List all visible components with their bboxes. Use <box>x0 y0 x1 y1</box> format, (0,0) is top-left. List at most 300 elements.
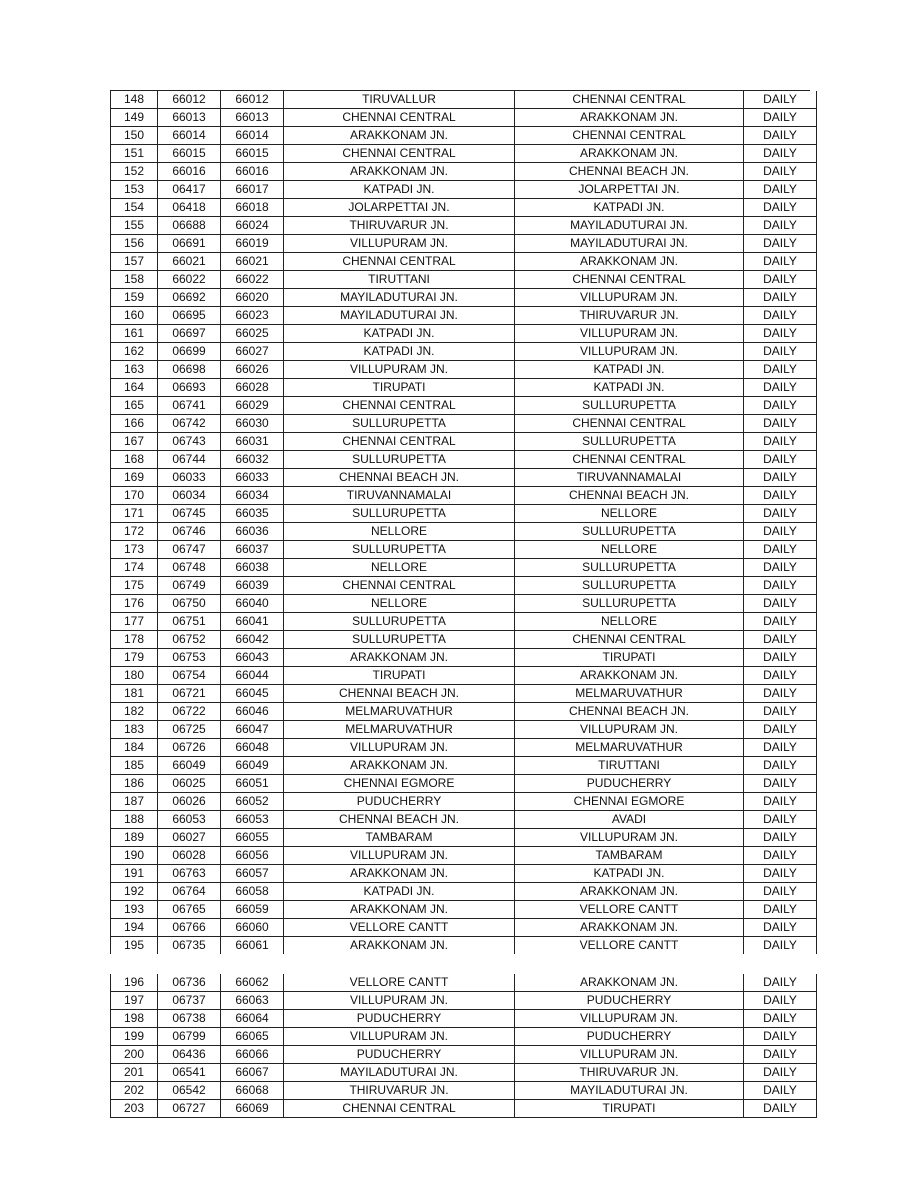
new-train-no-cell: 66017 <box>221 181 284 199</box>
from-station-cell: TIRUPATI <box>284 379 515 397</box>
from-station-cell: TIRUTTANI <box>284 271 515 289</box>
from-station-cell: CHENNAI CENTRAL <box>284 109 515 127</box>
to-station-cell: CHENNAI BEACH JN. <box>515 163 744 181</box>
frequency-cell: DAILY <box>744 145 817 163</box>
serial-no-cell: 191 <box>111 865 158 883</box>
new-train-no-cell: 66044 <box>221 667 284 685</box>
serial-no-cell: 192 <box>111 883 158 901</box>
new-train-no-cell: 66068 <box>221 1082 284 1100</box>
table-row <box>111 181 817 199</box>
table-row <box>111 397 817 415</box>
frequency-cell: DAILY <box>744 541 817 559</box>
to-station-cell: VILLUPURAM JN. <box>515 289 744 307</box>
serial-no-cell: 156 <box>111 235 158 253</box>
table-row <box>111 343 817 361</box>
new-train-no-cell: 66031 <box>221 433 284 451</box>
new-train-no-cell: 66030 <box>221 415 284 433</box>
from-station-cell: JOLARPETTAI JN. <box>284 199 515 217</box>
from-station-cell: ARAKKONAM JN. <box>284 757 515 775</box>
new-train-no-cell: 66049 <box>221 757 284 775</box>
serial-no-cell: 169 <box>111 469 158 487</box>
frequency-cell: DAILY <box>744 109 817 127</box>
new-train-no-cell: 66058 <box>221 883 284 901</box>
old-train-no-cell: 06741 <box>158 397 221 415</box>
new-train-no-cell: 66034 <box>221 487 284 505</box>
serial-no-cell: 187 <box>111 793 158 811</box>
new-train-no-cell: 66036 <box>221 523 284 541</box>
serial-no-cell: 170 <box>111 487 158 505</box>
frequency-cell: DAILY <box>744 505 817 523</box>
new-train-no-cell: 66040 <box>221 595 284 613</box>
frequency-cell: DAILY <box>744 901 817 919</box>
old-train-no-cell: 06417 <box>158 181 221 199</box>
from-station-cell: VELLORE CANTT <box>284 919 515 937</box>
frequency-cell: DAILY <box>744 775 817 793</box>
old-train-no-cell: 06721 <box>158 685 221 703</box>
from-station-cell: ARAKKONAM JN. <box>284 937 515 955</box>
frequency-cell: DAILY <box>744 757 817 775</box>
old-train-no-cell: 06692 <box>158 289 221 307</box>
frequency-cell: DAILY <box>744 379 817 397</box>
to-station-cell: SULLURUPETTA <box>515 577 744 595</box>
table-row <box>111 937 817 955</box>
table-row <box>111 469 817 487</box>
to-station-cell: CHENNAI CENTRAL <box>515 415 744 433</box>
to-station-cell: CHENNAI CENTRAL <box>515 91 744 109</box>
from-station-cell: ARAKKONAM JN. <box>284 865 515 883</box>
table-row <box>111 433 817 451</box>
to-station-cell: MELMARUVATHUR <box>515 685 744 703</box>
from-station-cell: MELMARUVATHUR <box>284 721 515 739</box>
to-station-cell: PUDUCHERRY <box>515 775 744 793</box>
new-train-no-cell: 66051 <box>221 775 284 793</box>
frequency-cell: DAILY <box>744 613 817 631</box>
serial-no-cell: 186 <box>111 775 158 793</box>
table-row <box>111 541 817 559</box>
frequency-cell: DAILY <box>744 343 817 361</box>
serial-no-cell: 200 <box>111 1046 158 1064</box>
to-station-cell: VILLUPURAM JN. <box>515 721 744 739</box>
from-station-cell: CHENNAI CENTRAL <box>284 397 515 415</box>
table-row <box>111 757 817 775</box>
table-row <box>111 775 817 793</box>
serial-no-cell: 189 <box>111 829 158 847</box>
to-station-cell: MAYILADUTURAI JN. <box>515 235 744 253</box>
old-train-no-cell: 06726 <box>158 739 221 757</box>
frequency-cell: DAILY <box>744 1064 817 1082</box>
new-train-no-cell: 66016 <box>221 163 284 181</box>
old-train-no-cell: 06727 <box>158 1100 221 1118</box>
new-train-no-cell: 66029 <box>221 397 284 415</box>
old-train-no-cell: 06746 <box>158 523 221 541</box>
new-train-no-cell: 66060 <box>221 919 284 937</box>
table-row <box>111 163 817 181</box>
old-train-no-cell: 06436 <box>158 1046 221 1064</box>
old-train-no-cell: 06735 <box>158 937 221 955</box>
from-station-cell: NELLORE <box>284 559 515 577</box>
frequency-cell: DAILY <box>744 289 817 307</box>
new-train-no-cell: 66020 <box>221 289 284 307</box>
serial-no-cell: 199 <box>111 1028 158 1046</box>
new-train-no-cell: 66026 <box>221 361 284 379</box>
frequency-cell: DAILY <box>744 1028 817 1046</box>
serial-no-cell: 182 <box>111 703 158 721</box>
table-row <box>111 217 817 235</box>
table-row <box>111 145 817 163</box>
from-station-cell: MAYILADUTURAI JN. <box>284 289 515 307</box>
from-station-cell: SULLURUPETTA <box>284 505 515 523</box>
old-train-no-cell: 06698 <box>158 361 221 379</box>
serial-no-cell: 154 <box>111 199 158 217</box>
new-train-no-cell: 66033 <box>221 469 284 487</box>
old-train-no-cell: 06028 <box>158 847 221 865</box>
serial-no-cell: 196 <box>111 974 158 992</box>
table-row <box>111 361 817 379</box>
table-row <box>111 901 817 919</box>
to-station-cell: NELLORE <box>515 505 744 523</box>
from-station-cell: SULLURUPETTA <box>284 631 515 649</box>
from-station-cell: VILLUPURAM JN. <box>284 235 515 253</box>
frequency-cell: DAILY <box>744 974 817 992</box>
table-row <box>111 109 817 127</box>
to-station-cell: VILLUPURAM JN. <box>515 1010 744 1028</box>
serial-no-cell: 160 <box>111 307 158 325</box>
to-station-cell: TIRUPATI <box>515 649 744 667</box>
table-row <box>111 595 817 613</box>
from-station-cell: KATPADI JN. <box>284 343 515 361</box>
old-train-no-cell: 06025 <box>158 775 221 793</box>
from-station-cell: THIRUVARUR JN. <box>284 217 515 235</box>
from-station-cell: NELLORE <box>284 523 515 541</box>
serial-no-cell: 193 <box>111 901 158 919</box>
old-train-no-cell: 06688 <box>158 217 221 235</box>
from-station-cell: KATPADI JN. <box>284 325 515 343</box>
from-station-cell: SULLURUPETTA <box>284 613 515 631</box>
from-station-cell: CHENNAI BEACH JN. <box>284 811 515 829</box>
serial-no-cell: 171 <box>111 505 158 523</box>
to-station-cell: CHENNAI BEACH JN. <box>515 487 744 505</box>
new-train-no-cell: 66059 <box>221 901 284 919</box>
old-train-no-cell: 06744 <box>158 451 221 469</box>
new-train-no-cell: 66067 <box>221 1064 284 1082</box>
train-schedule-table-continued <box>110 974 817 1118</box>
serial-no-cell: 164 <box>111 379 158 397</box>
serial-no-cell: 195 <box>111 937 158 955</box>
to-station-cell: VILLUPURAM JN. <box>515 829 744 847</box>
table-row <box>111 271 817 289</box>
frequency-cell: DAILY <box>744 181 817 199</box>
frequency-cell: DAILY <box>744 559 817 577</box>
from-station-cell: CHENNAI EGMORE <box>284 775 515 793</box>
new-train-no-cell: 66022 <box>221 271 284 289</box>
old-train-no-cell: 06764 <box>158 883 221 901</box>
old-train-no-cell: 06766 <box>158 919 221 937</box>
from-station-cell: CHENNAI CENTRAL <box>284 253 515 271</box>
table-row <box>111 721 817 739</box>
to-station-cell: SULLURUPETTA <box>515 397 744 415</box>
table-row <box>111 919 817 937</box>
old-train-no-cell: 06742 <box>158 415 221 433</box>
serial-no-cell: 183 <box>111 721 158 739</box>
frequency-cell: DAILY <box>744 163 817 181</box>
to-station-cell: CHENNAI CENTRAL <box>515 631 744 649</box>
frequency-cell: DAILY <box>744 91 817 109</box>
table-row <box>111 974 817 992</box>
new-train-no-cell: 66065 <box>221 1028 284 1046</box>
table-row <box>111 992 817 1010</box>
new-train-no-cell: 66021 <box>221 253 284 271</box>
table-row <box>111 631 817 649</box>
new-train-no-cell: 66048 <box>221 739 284 757</box>
serial-no-cell: 179 <box>111 649 158 667</box>
serial-no-cell: 162 <box>111 343 158 361</box>
table-row <box>111 685 817 703</box>
table-row <box>111 1028 817 1046</box>
to-station-cell: CHENNAI CENTRAL <box>515 127 744 145</box>
table-row <box>111 1046 817 1064</box>
table-row <box>111 253 817 271</box>
frequency-cell: DAILY <box>744 577 817 595</box>
frequency-cell: DAILY <box>744 667 817 685</box>
from-station-cell: VILLUPURAM JN. <box>284 739 515 757</box>
table-row <box>111 289 817 307</box>
from-station-cell: ARAKKONAM JN. <box>284 901 515 919</box>
from-station-cell: CHENNAI CENTRAL <box>284 145 515 163</box>
table-row <box>111 811 817 829</box>
frequency-cell: DAILY <box>744 415 817 433</box>
to-station-cell: ARAKKONAM JN. <box>515 919 744 937</box>
old-train-no-cell: 06034 <box>158 487 221 505</box>
frequency-cell: DAILY <box>744 307 817 325</box>
frequency-cell: DAILY <box>744 1082 817 1100</box>
frequency-cell: DAILY <box>744 199 817 217</box>
to-station-cell: CHENNAI CENTRAL <box>515 451 744 469</box>
from-station-cell: SULLURUPETTA <box>284 451 515 469</box>
from-station-cell: PUDUCHERRY <box>284 793 515 811</box>
from-station-cell: SULLURUPETTA <box>284 415 515 433</box>
table-row <box>111 235 817 253</box>
table-row <box>111 865 817 883</box>
new-train-no-cell: 66012 <box>221 91 284 109</box>
old-train-no-cell: 06699 <box>158 343 221 361</box>
old-train-no-cell: 06753 <box>158 649 221 667</box>
old-train-no-cell: 06751 <box>158 613 221 631</box>
to-station-cell: ARAKKONAM JN. <box>515 109 744 127</box>
to-station-cell: VELLORE CANTT <box>515 901 744 919</box>
table-row <box>111 127 817 145</box>
serial-no-cell: 174 <box>111 559 158 577</box>
table-row <box>111 703 817 721</box>
old-train-no-cell: 06799 <box>158 1028 221 1046</box>
from-station-cell: CHENNAI BEACH JN. <box>284 685 515 703</box>
from-station-cell: CHENNAI BEACH JN. <box>284 469 515 487</box>
old-train-no-cell: 06749 <box>158 577 221 595</box>
old-train-no-cell: 06691 <box>158 235 221 253</box>
table-row <box>111 379 817 397</box>
new-train-no-cell: 66066 <box>221 1046 284 1064</box>
from-station-cell: ARAKKONAM JN. <box>284 649 515 667</box>
old-train-no-cell: 06033 <box>158 469 221 487</box>
from-station-cell: MAYILADUTURAI JN. <box>284 307 515 325</box>
table-row <box>111 649 817 667</box>
old-train-no-cell: 06542 <box>158 1082 221 1100</box>
serial-no-cell: 180 <box>111 667 158 685</box>
serial-no-cell: 148 <box>111 91 158 109</box>
table-body <box>111 91 817 954</box>
old-train-no-cell: 06736 <box>158 974 221 992</box>
new-train-no-cell: 66025 <box>221 325 284 343</box>
frequency-cell: DAILY <box>744 487 817 505</box>
table-row <box>111 739 817 757</box>
old-train-no-cell: 66013 <box>158 109 221 127</box>
to-station-cell: NELLORE <box>515 541 744 559</box>
to-station-cell: TIRUVANNAMALAI <box>515 469 744 487</box>
from-station-cell: NELLORE <box>284 595 515 613</box>
to-station-cell: NELLORE <box>515 613 744 631</box>
from-station-cell: PUDUCHERRY <box>284 1010 515 1028</box>
old-train-no-cell: 06541 <box>158 1064 221 1082</box>
from-station-cell: SULLURUPETTA <box>284 541 515 559</box>
table-row <box>111 415 817 433</box>
new-train-no-cell: 66055 <box>221 829 284 847</box>
new-train-no-cell: 66032 <box>221 451 284 469</box>
serial-no-cell: 161 <box>111 325 158 343</box>
serial-no-cell: 197 <box>111 992 158 1010</box>
frequency-cell: DAILY <box>744 703 817 721</box>
serial-no-cell: 167 <box>111 433 158 451</box>
frequency-cell: DAILY <box>744 1046 817 1064</box>
frequency-cell: DAILY <box>744 595 817 613</box>
table-row <box>111 91 817 109</box>
from-station-cell: CHENNAI CENTRAL <box>284 1100 515 1118</box>
frequency-cell: DAILY <box>744 127 817 145</box>
table-row <box>111 451 817 469</box>
new-train-no-cell: 66018 <box>221 199 284 217</box>
old-train-no-cell: 66022 <box>158 271 221 289</box>
serial-no-cell: 151 <box>111 145 158 163</box>
to-station-cell: THIRUVARUR JN. <box>515 307 744 325</box>
to-station-cell: ARAKKONAM JN. <box>515 145 744 163</box>
from-station-cell: TIRUVALLUR <box>284 91 515 109</box>
new-train-no-cell: 66061 <box>221 937 284 955</box>
to-station-cell: KATPADI JN. <box>515 199 744 217</box>
new-train-no-cell: 66057 <box>221 865 284 883</box>
frequency-cell: DAILY <box>744 685 817 703</box>
serial-no-cell: 175 <box>111 577 158 595</box>
serial-no-cell: 152 <box>111 163 158 181</box>
from-station-cell: VILLUPURAM JN. <box>284 361 515 379</box>
old-train-no-cell: 06738 <box>158 1010 221 1028</box>
from-station-cell: TAMBARAM <box>284 829 515 847</box>
table-row <box>111 847 817 865</box>
to-station-cell: CHENNAI EGMORE <box>515 793 744 811</box>
frequency-cell: DAILY <box>744 847 817 865</box>
serial-no-cell: 168 <box>111 451 158 469</box>
old-train-no-cell: 06693 <box>158 379 221 397</box>
to-station-cell: ARAKKONAM JN. <box>515 253 744 271</box>
serial-no-cell: 159 <box>111 289 158 307</box>
frequency-cell: DAILY <box>744 649 817 667</box>
frequency-cell: DAILY <box>744 919 817 937</box>
to-station-cell: PUDUCHERRY <box>515 992 744 1010</box>
old-train-no-cell: 66053 <box>158 811 221 829</box>
serial-no-cell: 155 <box>111 217 158 235</box>
table-row <box>111 1064 817 1082</box>
new-train-no-cell: 66037 <box>221 541 284 559</box>
frequency-cell: DAILY <box>744 739 817 757</box>
frequency-cell: DAILY <box>744 217 817 235</box>
to-station-cell: ARAKKONAM JN. <box>515 667 744 685</box>
serial-no-cell: 163 <box>111 361 158 379</box>
old-train-no-cell: 66015 <box>158 145 221 163</box>
new-train-no-cell: 66042 <box>221 631 284 649</box>
to-station-cell: SULLURUPETTA <box>515 433 744 451</box>
serial-no-cell: 202 <box>111 1082 158 1100</box>
frequency-cell: DAILY <box>744 883 817 901</box>
new-train-no-cell: 66024 <box>221 217 284 235</box>
old-train-no-cell: 06747 <box>158 541 221 559</box>
old-train-no-cell: 06418 <box>158 199 221 217</box>
from-station-cell: CHENNAI CENTRAL <box>284 577 515 595</box>
to-station-cell: KATPADI JN. <box>515 379 744 397</box>
old-train-no-cell: 06695 <box>158 307 221 325</box>
table-body-continued <box>111 974 817 1118</box>
frequency-cell: DAILY <box>744 469 817 487</box>
train-schedule-table <box>110 91 817 954</box>
serial-no-cell: 184 <box>111 739 158 757</box>
from-station-cell: MAYILADUTURAI JN. <box>284 1064 515 1082</box>
frequency-cell: DAILY <box>744 361 817 379</box>
serial-no-cell: 190 <box>111 847 158 865</box>
to-station-cell: TIRUPATI <box>515 1100 744 1118</box>
new-train-no-cell: 66028 <box>221 379 284 397</box>
serial-no-cell: 203 <box>111 1100 158 1118</box>
to-station-cell: KATPADI JN. <box>515 865 744 883</box>
to-station-cell: AVADI <box>515 811 744 829</box>
to-station-cell: KATPADI JN. <box>515 361 744 379</box>
old-train-no-cell: 06722 <box>158 703 221 721</box>
table-row <box>111 1010 817 1028</box>
old-train-no-cell: 06763 <box>158 865 221 883</box>
from-station-cell: VELLORE CANTT <box>284 974 515 992</box>
old-train-no-cell: 66012 <box>158 91 221 109</box>
frequency-cell: DAILY <box>744 397 817 415</box>
new-train-no-cell: 66062 <box>221 974 284 992</box>
old-train-no-cell: 66049 <box>158 757 221 775</box>
serial-no-cell: 173 <box>111 541 158 559</box>
frequency-cell: DAILY <box>744 992 817 1010</box>
old-train-no-cell: 06748 <box>158 559 221 577</box>
new-train-no-cell: 66015 <box>221 145 284 163</box>
frequency-cell: DAILY <box>744 523 817 541</box>
serial-no-cell: 188 <box>111 811 158 829</box>
to-station-cell: JOLARPETTAI JN. <box>515 181 744 199</box>
old-train-no-cell: 06750 <box>158 595 221 613</box>
table-row <box>111 613 817 631</box>
to-station-cell: SULLURUPETTA <box>515 595 744 613</box>
new-train-no-cell: 66038 <box>221 559 284 577</box>
serial-no-cell: 165 <box>111 397 158 415</box>
table-row <box>111 505 817 523</box>
table-row <box>111 793 817 811</box>
from-station-cell: TIRUVANNAMALAI <box>284 487 515 505</box>
table-row <box>111 829 817 847</box>
table-row <box>111 199 817 217</box>
to-station-cell: MAYILADUTURAI JN. <box>515 217 744 235</box>
frequency-cell: DAILY <box>744 721 817 739</box>
new-train-no-cell: 66041 <box>221 613 284 631</box>
serial-no-cell: 178 <box>111 631 158 649</box>
